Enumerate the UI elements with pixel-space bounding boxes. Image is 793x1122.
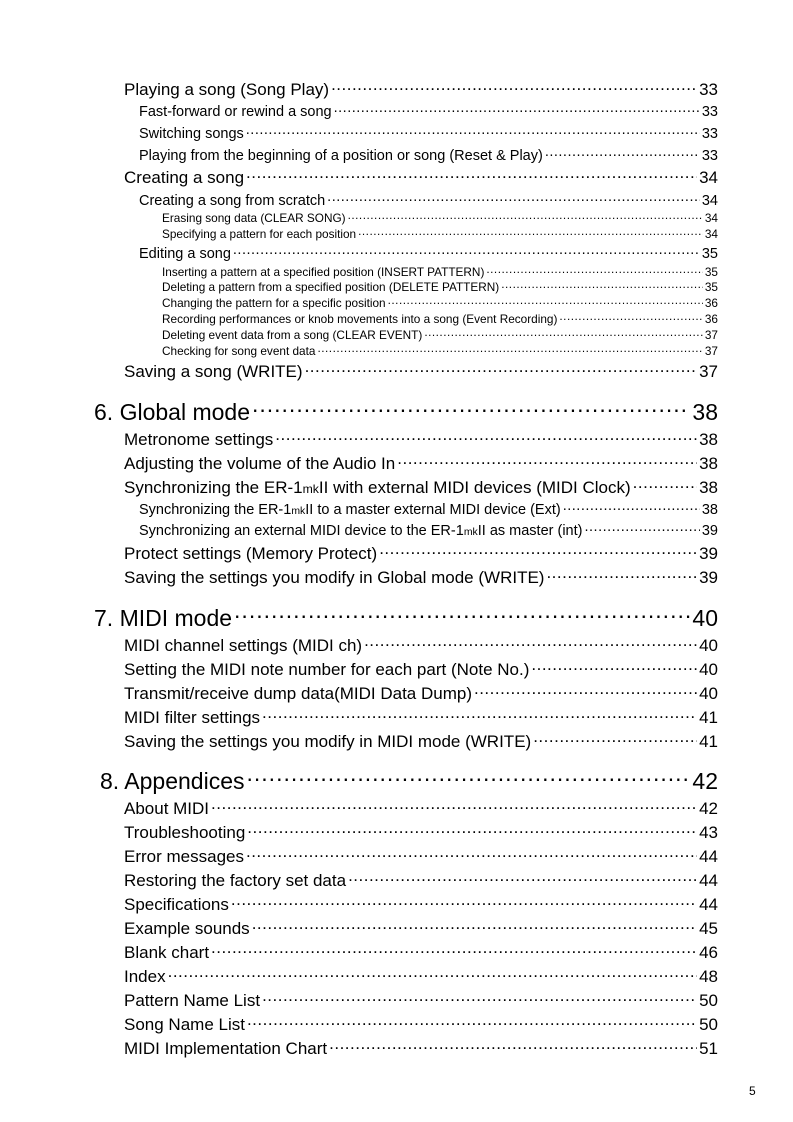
toc-entry-title: Example sounds bbox=[124, 919, 250, 939]
toc-entry[interactable] bbox=[124, 473, 718, 498]
toc-entry-page: 35 bbox=[701, 246, 718, 263]
dot-leader bbox=[329, 1034, 697, 1054]
toc-entry-title: Fast-forward or rewind a song bbox=[139, 104, 332, 121]
dot-leader bbox=[275, 425, 697, 445]
toc-entry[interactable] bbox=[139, 518, 718, 539]
toc-entry-page: 44 bbox=[699, 895, 718, 915]
toc-entry-title: Specifications bbox=[124, 895, 229, 915]
toc-chapter-page: 42 bbox=[692, 767, 718, 794]
toc-entry[interactable] bbox=[124, 818, 718, 843]
dot-leader bbox=[334, 99, 700, 116]
toc-entry[interactable] bbox=[162, 325, 718, 342]
dot-leader bbox=[474, 679, 697, 699]
toc-entry-title: Saving the settings you modify in MIDI mode (WRITE) bbox=[124, 732, 532, 752]
toc-entry-title: Specifying a pattern for each position bbox=[162, 227, 357, 242]
toc-entry-title bbox=[124, 478, 631, 498]
toc-entry-page: 40 bbox=[699, 684, 718, 704]
toc-entry[interactable] bbox=[124, 425, 718, 450]
toc-entry[interactable] bbox=[139, 121, 718, 142]
toc-entry-title: Transmit/receive dump data(MIDI Data Dump) bbox=[124, 684, 472, 704]
dot-leader bbox=[633, 473, 697, 493]
title-part: II to a master external MIDI device (Ext) bbox=[305, 502, 561, 519]
toc-entry-title: Creating a song bbox=[124, 168, 245, 188]
toc-entry-page: 36 bbox=[704, 312, 718, 327]
toc-entry-title: Restoring the factory set data bbox=[124, 871, 347, 891]
toc-entry-page: 43 bbox=[699, 823, 718, 843]
dot-leader bbox=[584, 518, 699, 535]
mk-label: mk bbox=[463, 527, 478, 539]
toc-entry-page: 34 bbox=[704, 227, 718, 242]
toc-entry-page: 40 bbox=[699, 660, 718, 680]
toc-entry-page: 46 bbox=[699, 943, 718, 963]
toc-entry[interactable] bbox=[162, 224, 718, 241]
toc-entry-page: 40 bbox=[699, 636, 718, 656]
toc-entry-title: Saving a song (WRITE) bbox=[124, 362, 303, 382]
toc-entry-title: Protect settings (Memory Protect) bbox=[124, 544, 378, 564]
title-part: Synchronizing an external MIDI device to the ER-1 bbox=[139, 523, 464, 540]
toc-entry[interactable] bbox=[162, 293, 718, 310]
toc-chapter[interactable] bbox=[94, 392, 718, 426]
toc-entry-title: About MIDI bbox=[124, 799, 210, 819]
toc-entry-title: Creating a song from scratch bbox=[139, 193, 326, 210]
dot-leader bbox=[501, 277, 703, 291]
toc-chapter-title: 7. MIDI mode bbox=[94, 604, 233, 631]
mk-label: mk bbox=[302, 482, 319, 497]
dot-leader bbox=[327, 188, 700, 205]
toc-entry-title: Deleting a pattern from a specified position (DELETE PATTERN) bbox=[162, 280, 500, 295]
toc-entry-title: Error messages bbox=[124, 847, 244, 867]
toc-entry-page: 39 bbox=[699, 568, 718, 588]
toc-entry-title: Recording performances or knob movements into a song (Event Recording) bbox=[162, 312, 558, 327]
toc-entry-title bbox=[139, 502, 561, 518]
toc-entry-page: 36 bbox=[704, 296, 718, 311]
toc-entry-title: Song Name List bbox=[124, 1015, 245, 1035]
toc-entry[interactable] bbox=[124, 962, 718, 987]
toc-entry[interactable] bbox=[124, 631, 718, 656]
toc-entry-page: 37 bbox=[704, 328, 718, 343]
toc-entry-page: 38 bbox=[699, 454, 718, 474]
dot-leader bbox=[246, 121, 700, 138]
dot-leader bbox=[246, 842, 697, 862]
toc-entry-page: 38 bbox=[699, 478, 718, 498]
toc-entry-title bbox=[139, 523, 582, 539]
toc-entry-page: 41 bbox=[699, 708, 718, 728]
dot-leader bbox=[563, 497, 700, 514]
toc-entry[interactable] bbox=[124, 938, 718, 963]
toc-entry[interactable] bbox=[124, 655, 718, 680]
toc-entry[interactable] bbox=[124, 914, 718, 939]
toc-entry[interactable] bbox=[124, 679, 718, 704]
toc-entry-page: 44 bbox=[699, 847, 718, 867]
toc-entry[interactable] bbox=[124, 727, 718, 752]
page-number: 5 bbox=[749, 1084, 756, 1098]
dot-leader bbox=[348, 866, 697, 886]
dot-leader bbox=[546, 563, 697, 583]
dot-leader bbox=[486, 262, 703, 276]
toc-entry[interactable] bbox=[162, 208, 718, 225]
toc-entry-page: 33 bbox=[699, 80, 718, 100]
toc-entry[interactable] bbox=[124, 842, 718, 867]
toc-entry-title: Erasing song data (CLEAR SONG) bbox=[162, 211, 346, 226]
toc-entry[interactable] bbox=[139, 143, 718, 164]
toc-entry-title: Blank chart bbox=[124, 943, 210, 963]
toc-entry-title: Setting the MIDI note number for each part (Note No.) bbox=[124, 660, 530, 680]
dot-leader bbox=[262, 703, 697, 723]
toc-entry-page: 50 bbox=[699, 991, 718, 1011]
dot-leader bbox=[252, 914, 697, 934]
toc-entry-page: 33 bbox=[701, 126, 718, 143]
toc-entry-title: Pattern Name List bbox=[124, 991, 261, 1011]
toc-entry[interactable] bbox=[124, 1034, 718, 1059]
dot-leader bbox=[533, 727, 697, 747]
toc-entry[interactable] bbox=[139, 188, 718, 209]
dot-leader bbox=[364, 631, 697, 651]
dot-leader bbox=[358, 224, 703, 238]
toc-chapter-page: 40 bbox=[692, 604, 718, 631]
toc-entry-page: 37 bbox=[699, 362, 718, 382]
toc-entry[interactable] bbox=[124, 986, 718, 1011]
toc-entry-title: Inserting a pattern at a specified position (INSERT PATTERN) bbox=[162, 265, 485, 280]
toc-entry-title: MIDI channel settings (MIDI ch) bbox=[124, 636, 363, 656]
toc-entry-page: 34 bbox=[699, 168, 718, 188]
toc-entry[interactable] bbox=[124, 890, 718, 915]
toc-chapter[interactable] bbox=[94, 598, 718, 632]
toc-chapter[interactable] bbox=[100, 761, 718, 795]
toc-entry[interactable] bbox=[162, 277, 718, 294]
dot-leader bbox=[531, 655, 697, 675]
dot-leader bbox=[388, 293, 703, 307]
toc-entry-title: Metronome settings bbox=[124, 430, 274, 450]
toc-entry-title: Checking for song event data bbox=[162, 344, 316, 359]
toc-entry-page: 39 bbox=[701, 523, 718, 540]
dot-leader bbox=[231, 890, 697, 910]
toc-entry-title: Troubleshooting bbox=[124, 823, 246, 843]
dot-leader bbox=[348, 208, 703, 222]
toc-entry-page: 34 bbox=[701, 193, 718, 210]
toc-entry-title: Changing the pattern for a specific position bbox=[162, 296, 386, 311]
toc-chapter-title: 8. Appendices bbox=[100, 767, 245, 794]
toc-entry-title: Playing a song (Song Play) bbox=[124, 80, 330, 100]
toc-entry[interactable] bbox=[139, 241, 718, 262]
toc-entry[interactable] bbox=[124, 357, 718, 382]
dot-leader bbox=[233, 241, 700, 258]
toc-entry-page: 42 bbox=[699, 799, 718, 819]
toc-entry-title: Index bbox=[124, 967, 166, 987]
title-part: Synchronizing the ER-1 bbox=[124, 478, 303, 498]
mk-label: mk bbox=[291, 506, 306, 518]
dot-leader bbox=[247, 761, 691, 789]
dot-leader bbox=[211, 794, 697, 814]
toc-entry[interactable] bbox=[139, 99, 718, 120]
toc-entry-title: Saving the settings you modify in Global mode (WRITE) bbox=[124, 568, 545, 588]
toc-entry[interactable] bbox=[124, 449, 718, 474]
toc-entry-page: 50 bbox=[699, 1015, 718, 1035]
title-part: II as master (int) bbox=[477, 523, 583, 540]
toc-entry-page: 37 bbox=[704, 344, 718, 359]
toc-chapter-title: 6. Global mode bbox=[94, 398, 250, 425]
toc-entry-page: 51 bbox=[699, 1039, 718, 1059]
toc-entry[interactable] bbox=[162, 309, 718, 326]
toc-entry-title: Adjusting the volume of the Audio In bbox=[124, 454, 396, 474]
dot-leader bbox=[168, 962, 697, 982]
toc-entry-page: 39 bbox=[699, 544, 718, 564]
toc-entry[interactable] bbox=[124, 563, 718, 588]
dot-leader bbox=[397, 449, 697, 469]
dot-leader bbox=[317, 341, 702, 355]
dot-leader bbox=[234, 598, 690, 626]
dot-leader bbox=[252, 392, 690, 420]
dot-leader bbox=[305, 357, 698, 377]
toc-entry[interactable] bbox=[124, 75, 718, 100]
toc-entry-title: Editing a song bbox=[139, 246, 231, 263]
toc-entry-page: 33 bbox=[701, 104, 718, 121]
toc-entry-page: 33 bbox=[701, 148, 718, 165]
toc-entry-page: 44 bbox=[699, 871, 718, 891]
toc-entry-title: MIDI Implementation Chart bbox=[124, 1039, 328, 1059]
toc-entry-page: 38 bbox=[699, 430, 718, 450]
dot-leader bbox=[247, 818, 697, 838]
title-part: II with external MIDI devices (MIDI Clock) bbox=[318, 478, 631, 498]
toc-entry-page: 45 bbox=[699, 919, 718, 939]
toc-entry[interactable] bbox=[124, 794, 718, 819]
dot-leader bbox=[545, 143, 700, 160]
toc-entry-page: 48 bbox=[699, 967, 718, 987]
dot-leader bbox=[379, 539, 697, 559]
toc-entry[interactable] bbox=[139, 497, 718, 518]
toc-entry[interactable] bbox=[124, 866, 718, 891]
dot-leader bbox=[331, 75, 697, 95]
dot-leader bbox=[262, 986, 697, 1006]
toc-entry[interactable] bbox=[124, 703, 718, 728]
toc-entry[interactable] bbox=[162, 341, 718, 358]
toc-entry-page: 35 bbox=[704, 265, 718, 280]
toc-entry-page: 41 bbox=[699, 732, 718, 752]
toc-entry-page: 35 bbox=[704, 280, 718, 295]
dot-leader bbox=[424, 325, 703, 339]
dot-leader bbox=[211, 938, 697, 958]
dot-leader bbox=[246, 163, 697, 183]
title-part: Synchronizing the ER-1 bbox=[139, 502, 292, 519]
toc-entry[interactable] bbox=[124, 539, 718, 564]
toc-entry[interactable] bbox=[124, 1010, 718, 1035]
dot-leader bbox=[247, 1010, 697, 1030]
toc-entry-page: 34 bbox=[704, 211, 718, 226]
toc-entry-title: Switching songs bbox=[139, 126, 244, 143]
toc-entry-title: Playing from the beginning of a position or song (Reset & Play) bbox=[139, 148, 543, 165]
toc-entry-title: Deleting event data from a song (CLEAR EVENT) bbox=[162, 328, 423, 343]
toc-entry-title: MIDI filter settings bbox=[124, 708, 261, 728]
toc-entry-page: 38 bbox=[701, 502, 718, 519]
toc-entry[interactable] bbox=[124, 163, 718, 188]
dot-leader bbox=[559, 309, 702, 323]
toc-chapter-page: 38 bbox=[692, 398, 718, 425]
